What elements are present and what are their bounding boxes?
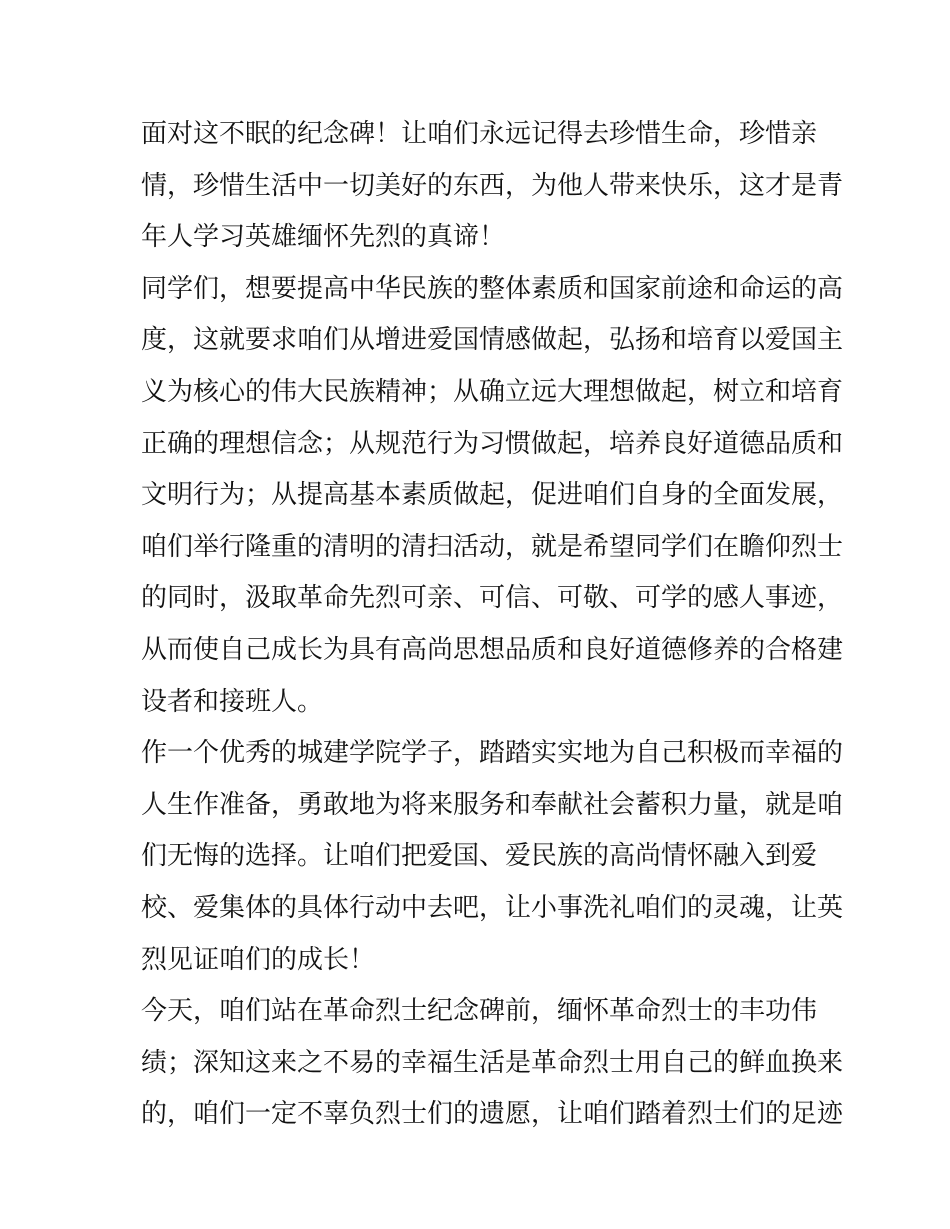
text-line: 义为核心的伟大民族精神；从确立远大理想做起，树立和培育 bbox=[141, 376, 844, 407]
text-line: 校、爱集体的具体行动中去吧，让小事洗礼咱们的灵魂，让英 bbox=[141, 892, 844, 923]
text-line: 设者和接班人。 bbox=[141, 686, 324, 717]
text-line: 人生作准备，勇敢地为将来服务和奉献社会蓄积力量，就是咱 bbox=[141, 789, 844, 820]
text-line: 文明行为；从提高基本素质做起，促进咱们自身的全面发展， bbox=[141, 480, 844, 511]
text-line: 同学们，想要提高中华民族的整体素质和国家前途和命运的高 bbox=[141, 273, 844, 304]
text-line: 度，这就要求咱们从增进爱国情感做起，弘扬和培育以爱国主 bbox=[141, 325, 844, 356]
text-line: 面对这不眠的纪念碑！让咱们永远记得去珍惜生命，珍惜亲 bbox=[141, 119, 818, 149]
text-line: 今天，咱们站在革命烈士纪念碑前，缅怀革命烈士的丰功伟 bbox=[141, 996, 818, 1027]
text-line: 正确的理想信念；从规范行为习惯做起，培养良好道德品质和 bbox=[141, 428, 844, 459]
body-text bbox=[141, 109, 844, 1141]
text-line: 的，咱们一定不辜负烈士们的遗愿，让咱们踏着烈士们的足迹 bbox=[141, 1099, 844, 1130]
text-line: 绩；深知这来之不易的幸福生活是革命烈士用自己的鲜血换来 bbox=[141, 1047, 844, 1078]
text-line: 烈见证咱们的成长！ bbox=[141, 944, 376, 975]
text-line: 们无悔的选择。让咱们把爱国、爱民族的高尚情怀融入到爱 bbox=[141, 841, 818, 872]
text-line: 的同时，汲取革命先烈可亲、可信、可敬、可学的感人事迹， bbox=[141, 583, 844, 614]
text-line: 情，珍惜生活中一切美好的东西，为他人带来快乐，这才是青 bbox=[141, 170, 844, 201]
text-line: 年人学习英雄缅怀先烈的真谛！ bbox=[141, 222, 506, 253]
text-line: 咱们举行隆重的清明的清扫活动，就是希望同学们在瞻仰烈士 bbox=[141, 531, 844, 562]
text-line: 作一个优秀的城建学院学子，踏踏实实地为自己积极而幸福的 bbox=[141, 738, 844, 769]
text-line: 从而使自己成长为具有高尚思想品质和良好道德修养的合格建 bbox=[141, 634, 844, 665]
